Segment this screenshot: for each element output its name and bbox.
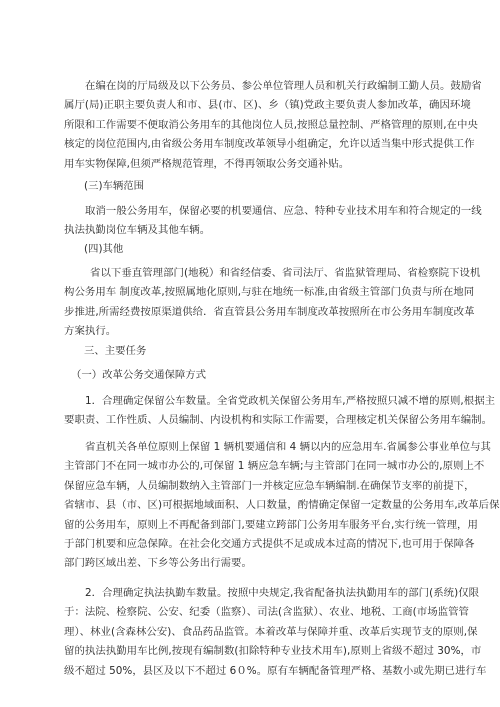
paragraph-vehicle-scope bbox=[64, 202, 482, 241]
paragraph-other bbox=[64, 264, 481, 342]
text-line: 于：法院、检察院、公安、纪委（监察）、司法(含监狱）、农业、地税、工商(市场监管管 bbox=[64, 606, 469, 619]
text-line: 2．合理确定执法执勤车数量。按照中央规定,我省配备执法执勤用车的部门(系统)仅限 bbox=[85, 587, 480, 599]
heading-reform-transport: （一）改革公务交通保障方式 bbox=[71, 369, 207, 381]
text-line: 所限和工作需要不便取消公务用车的其他岗位人员,按照总量控制、严格管理的原则,在中央 bbox=[64, 118, 478, 131]
text-line: 执法执勤岗位车辆及其他车辆。 bbox=[64, 224, 211, 237]
text-line: 留的执法执勤用车比例,按现有编制数(扣除特种专业技术用车),原则上省级不超过 30%，市 bbox=[64, 645, 482, 658]
paragraph-personnel-scope bbox=[64, 77, 482, 174]
paragraph-official-cars bbox=[64, 392, 496, 431]
text-line: 于部门机要和应急保障。在社会化交通方式提供不足或成本过高的情况下,也可用于保障各 bbox=[64, 538, 475, 551]
text-line: 要职责、工作性质、人员编制、内设机构和实际工作需要，合理核定机关保留公务用车编制。 bbox=[64, 414, 493, 427]
text-line: 1．合理确定保留公车数量。全省党政机关保留公务用车,严格按照只减不增的原则,根据主 bbox=[85, 395, 496, 407]
heading-other: (四)其他 bbox=[84, 243, 124, 255]
text-line: 级不超过 50%，县区及以下不超过 6０%。原有车辆配备管理严格、基数小或先期已进行车 bbox=[64, 664, 487, 677]
text-line: 保留应急车辆，人员编制数纳入主管部门一并核定应急车辆编制.在确保节支率的前提下， bbox=[64, 479, 475, 492]
text-line: 属厅(局)正职主要负责人和市、县(市、区)、乡（镇)党政主要负责人参加改革，确因环境 bbox=[64, 99, 471, 112]
paragraph-enforcement-vehicles bbox=[64, 584, 487, 681]
heading-main-tasks: 三、主要任务 bbox=[84, 345, 147, 357]
text-line: 理）、林业(含森林公安)、食品药品监管。本着改革与保障并重、改革后实现节支的原则,保 bbox=[64, 625, 478, 638]
text-line: 取消一般公务用车，保留必要的机要通信、应急、特种专业技术用车和符合规定的一线 bbox=[85, 205, 482, 217]
text-line: 省以下垂直管理部门(地税）和省经信委、省司法厅、省监狱管理局、省检察院下设机 bbox=[90, 267, 481, 279]
text-line: 用车实物保障,但须严格规范管理，不得再领取公务交通补贴。 bbox=[64, 157, 350, 170]
text-line: 方案执行。 bbox=[64, 325, 117, 338]
text-line: 核定的岗位范围内,由省级公务用车制度改革领导小组确定，允许以适当集中形式提供工作 bbox=[64, 138, 475, 151]
heading-vehicle-scope: (三)车辆范围 bbox=[84, 180, 145, 192]
text-line: 主管部门不在同一城市办公的,可保留 1 辆应急车辆;与主管部门在同一城市办公的,原则上不 bbox=[64, 460, 485, 473]
text-line: 部门跨区域出差、下乡等公务出行需要。 bbox=[64, 557, 252, 570]
text-line: 步推进,所需经费按原渠道供给．省直管县公务用车制度改革按照所在市公务用车制度改革 bbox=[64, 305, 475, 318]
paragraph-emergency-vehicles bbox=[64, 438, 500, 574]
text-line: 省辖市、县（市、区)可根据地域面积、人口数量，酌情确定保留一定数量的公务用车,改革后保 bbox=[64, 499, 500, 512]
text-line: 在编在岗的厅局级及以下公务员、参公单位管理人员和机关行政编制工勤人员。鼓励省 bbox=[85, 80, 482, 92]
text-line: 省直机关各单位原则上保留 1 辆机要通信和 4 辆以内的应急用车.省属参公事业单位与其 bbox=[85, 441, 491, 453]
text-line: 留的公务用车，原则上不再配备到部门,要建立跨部门公务用车服务平台,实行统一管理，用 bbox=[64, 518, 478, 531]
text-line: 构公务用车 制度改革,按照属地化原则,与驻在地统一标准,由省级主管部门负责与所在地同 bbox=[64, 286, 475, 299]
